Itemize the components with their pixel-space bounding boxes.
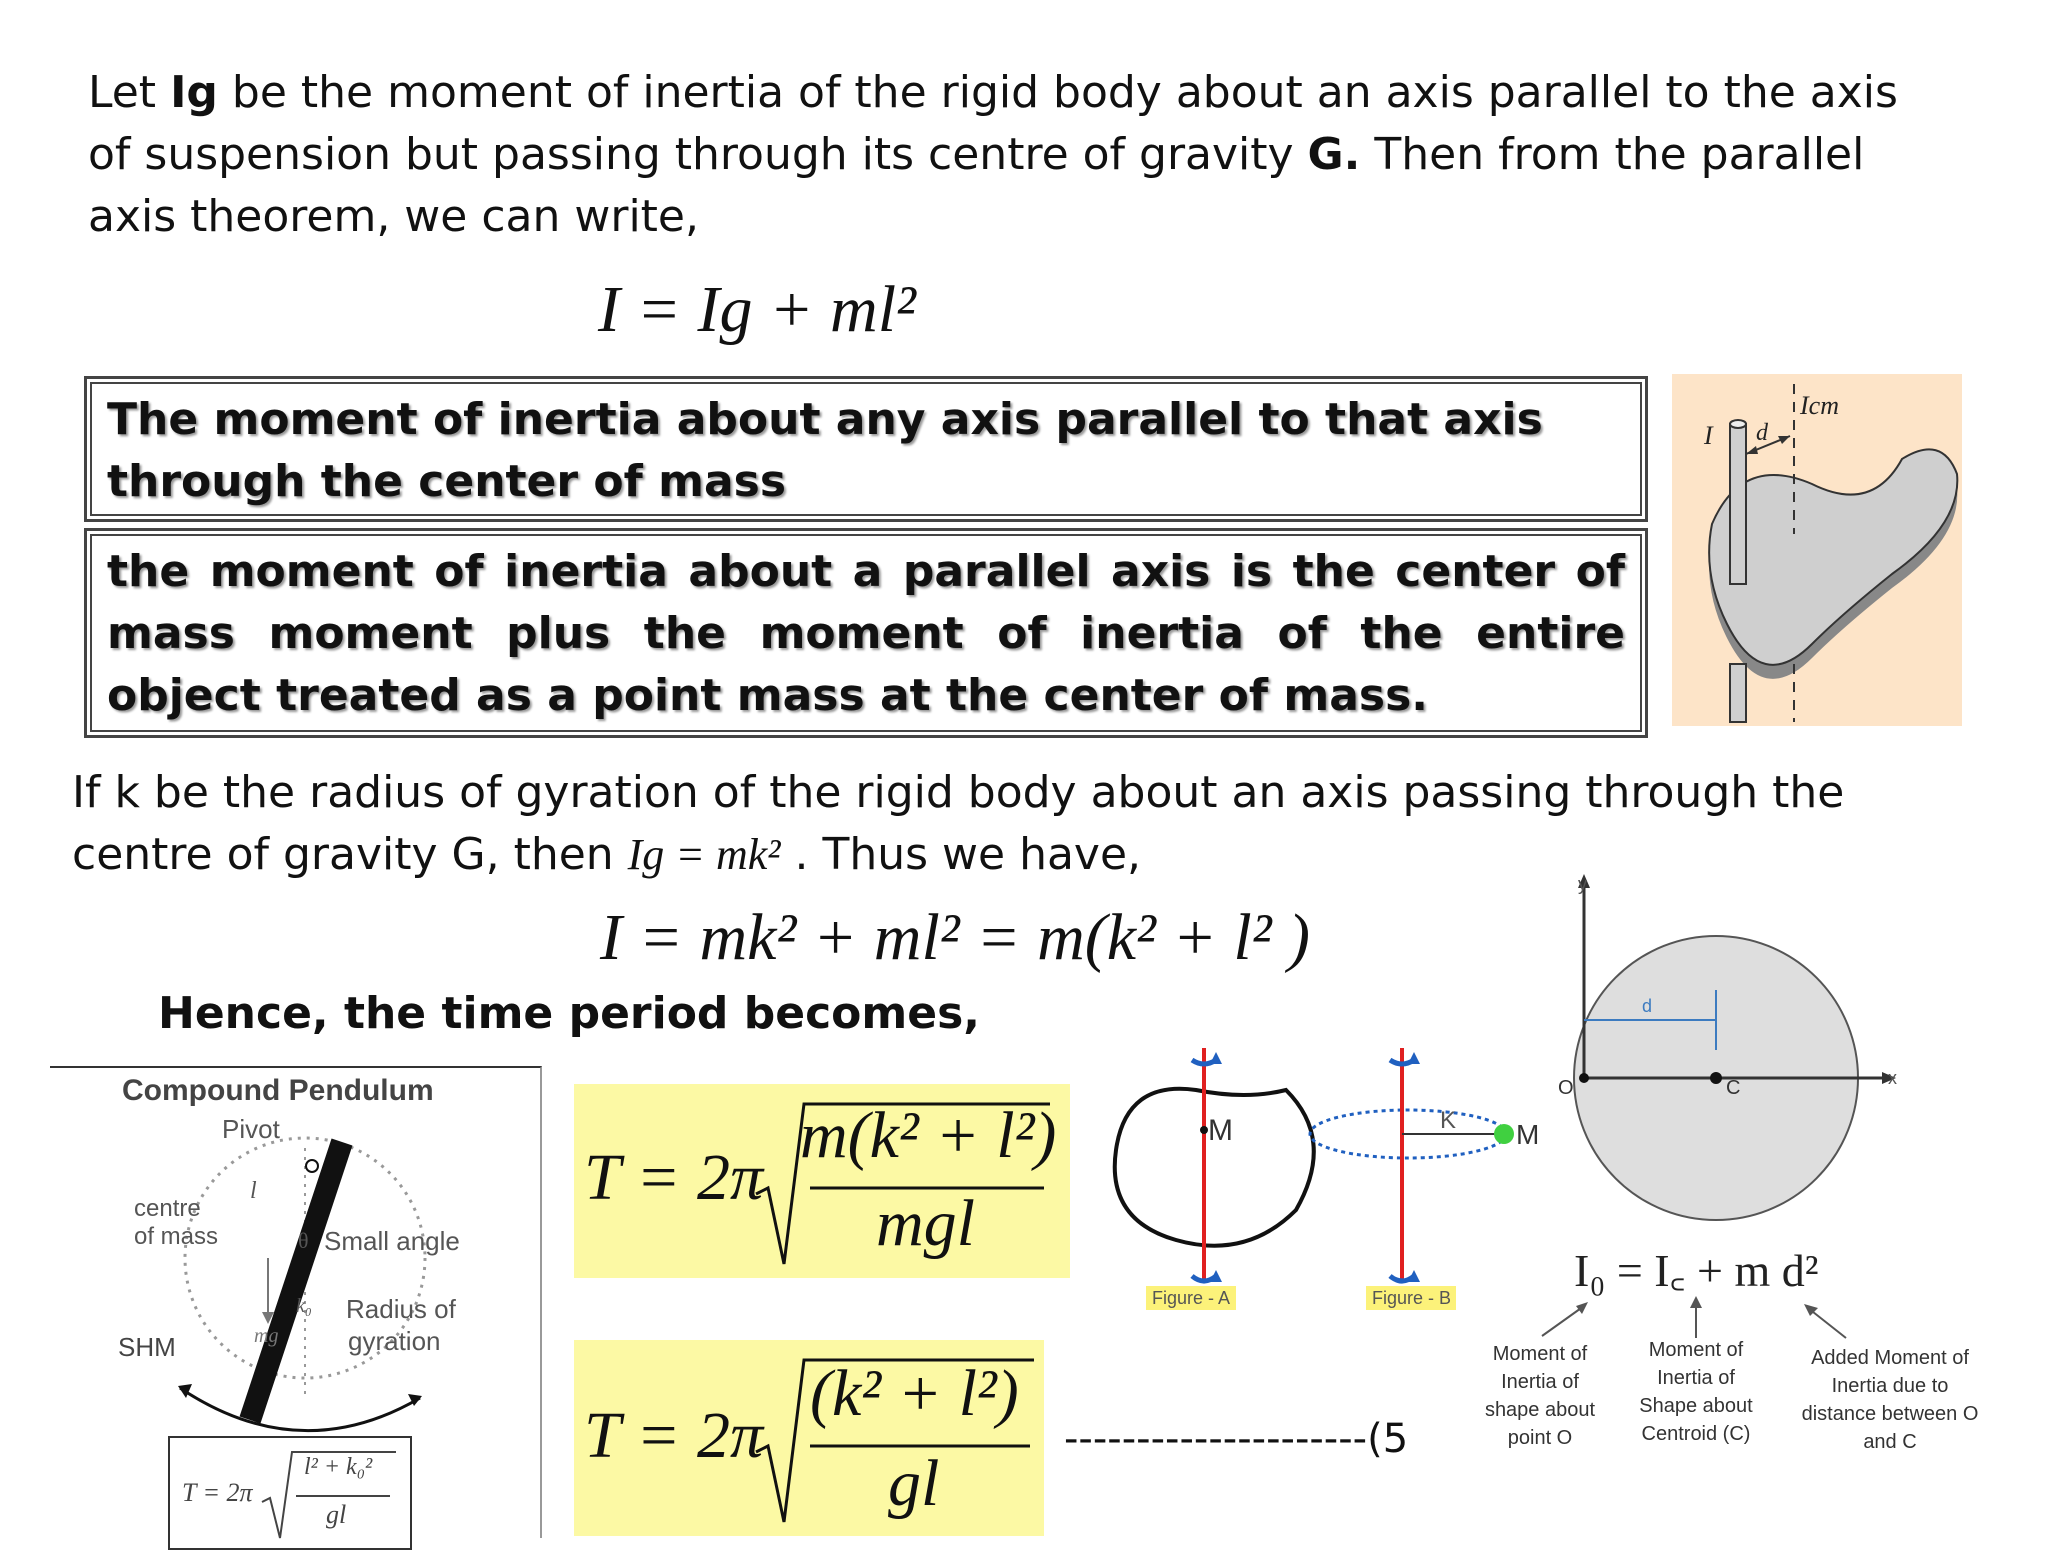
- circle-inertia-diagram: [1556, 872, 1926, 1222]
- definition-text-2: the moment of inertia about a parallel axis is the center of mass moment plus the moment of inertia of the entire object treated as a point mass at the center of mass.: [107, 546, 1625, 721]
- definition-box-1: [84, 376, 1648, 522]
- definition-box-2: [84, 528, 1648, 738]
- pendulum-pivot-label: Pivot: [222, 1114, 280, 1144]
- circle-o-label: O: [1558, 1077, 1574, 1099]
- intro-g: G.: [1307, 129, 1361, 180]
- blob-label-icm: Icm: [1800, 391, 1839, 420]
- formula2-lhs: T = 2π: [584, 1399, 764, 1472]
- pendulum-l-label: l: [250, 1178, 257, 1204]
- intro-text-2: be the moment of inertia of the rigid body about an axis parallel to the axis of suspension but passing through its centre of gravity: [88, 67, 1898, 180]
- figures-a-b: [1096, 1040, 1556, 1340]
- circle-label-3: [1790, 1344, 1990, 1456]
- compound-pendulum-panel: [50, 1066, 542, 1538]
- formula1-lhs: T = 2π: [584, 1141, 764, 1214]
- pendulum-radius-label: Radius of: [346, 1294, 456, 1324]
- intro-ig: Ig: [170, 67, 218, 118]
- formula1-numerator: m(k² + l²): [800, 1099, 1057, 1172]
- circle-label-1-line-3: shape about: [1484, 1399, 1596, 1421]
- circle-label-2-line-4: Centroid (C): [1641, 1423, 1751, 1445]
- formula2-numerator: (k² + l²): [810, 1357, 1019, 1430]
- circle-x-label: x: [1888, 1068, 1897, 1088]
- gyration-text-2: . Thus we have,: [780, 829, 1142, 880]
- circle-label-2: [1626, 1336, 1766, 1448]
- figure-b-label: Figure - B: [1372, 1288, 1452, 1308]
- blob-label-d: d: [1756, 420, 1768, 446]
- circle-label-1-line-4: point O: [1507, 1427, 1573, 1449]
- parallel-axis-blob-diagram: [1672, 374, 1962, 726]
- circle-label-2-line-3: Shape about: [1639, 1395, 1753, 1417]
- figure-b-k-label: K: [1440, 1107, 1457, 1134]
- pendulum-formula-num: l² + k₀²: [304, 1454, 373, 1480]
- circle-label-3-line-4: and C: [1863, 1431, 1917, 1453]
- pendulum-theta-label: θ: [298, 1228, 309, 1253]
- figure-a-m-label: M: [1208, 1114, 1233, 1147]
- circle-c-label: C: [1726, 1077, 1741, 1099]
- figure-b-m-label: M: [1516, 1119, 1540, 1150]
- pendulum-mg-label: mg: [254, 1325, 279, 1347]
- hence-heading: Hence, the time period becomes,: [158, 988, 980, 1039]
- circle-y-label: y: [1578, 874, 1587, 894]
- figure-a-label: Figure - A: [1152, 1288, 1231, 1308]
- circle-label-1: [1470, 1340, 1610, 1452]
- equation-parallel-axis: I = Ig + ml²: [598, 273, 916, 346]
- circle-label-1-line-2: Inertia of: [1501, 1371, 1579, 1393]
- intro-text-1: Let: [88, 67, 171, 118]
- pendulum-title: Compound Pendulum: [122, 1074, 434, 1107]
- time-period-formula-1: [574, 1084, 1070, 1278]
- formula2-denominator: gl: [888, 1447, 940, 1520]
- circle-label-2-line-1: Moment of: [1648, 1339, 1744, 1361]
- pendulum-gyration-label: gyration: [348, 1326, 441, 1356]
- pendulum-k0-label: k₀: [296, 1295, 312, 1317]
- equation-moment-inertia: I = mk² + ml² = m(k² + l² ): [600, 901, 1310, 974]
- gyration-paragraph: [72, 762, 1972, 886]
- pendulum-drawing: [50, 1068, 540, 1448]
- definition-text-1: The moment of inertia about any axis parallel to that axis through the center of mass: [107, 394, 1543, 507]
- circle-label-3-line-2: Inertia due to: [1831, 1375, 1949, 1397]
- pendulum-formula-lhs: T = 2π: [182, 1478, 253, 1507]
- time-period-formula-2: [574, 1340, 1044, 1536]
- formula1-denominator: mgl: [876, 1187, 975, 1260]
- pendulum-small-angle-label: Small angle: [324, 1226, 460, 1256]
- circle-label-2-line-2: Inertia of: [1657, 1367, 1735, 1389]
- intro-paragraph: [88, 62, 1948, 248]
- pendulum-ofmass-label: of mass: [134, 1223, 219, 1250]
- blob-label-i: I: [1704, 421, 1713, 450]
- intro-text-3: Then from the parallel axis theorem, we can write,: [88, 129, 1865, 242]
- pendulum-centre-label: centre: [134, 1195, 201, 1222]
- circle-label-3-line-3: distance between O: [1801, 1403, 1979, 1425]
- pendulum-formula-den: gl: [326, 1500, 347, 1529]
- gyration-formula: Ig = mk²: [627, 830, 781, 879]
- circle-equation: I₀ = I꜀ + m d²: [1574, 1245, 1819, 1296]
- circle-label-3-line-1: Added Moment of: [1811, 1347, 1969, 1369]
- pendulum-shm-label: SHM: [118, 1332, 176, 1362]
- equation-number: ---------------------(5: [1064, 1416, 1409, 1462]
- gyration-text-1: If k be the radius of gyration of the rigid body about an axis passing through the centre of gravity G, then: [72, 767, 1845, 880]
- pendulum-formula-box: [168, 1436, 412, 1550]
- circle-d-label: d: [1642, 996, 1653, 1016]
- circle-label-1-line-1: Moment of: [1492, 1343, 1588, 1365]
